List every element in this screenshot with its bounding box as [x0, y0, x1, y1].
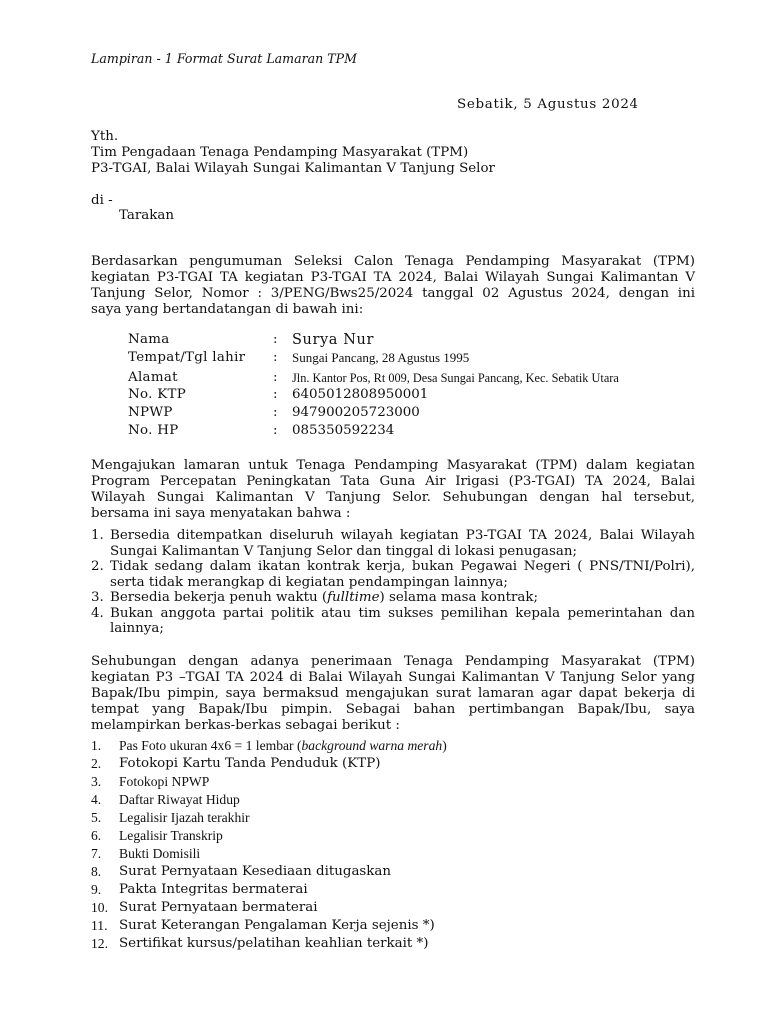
intro-line: Berdasarkan pengumuman Seleksi Calon Tenaga Pendamping Masyarakat (TPM) — [91, 254, 695, 269]
recipient-line-1: Tim Pengadaan Tenaga Pendamping Masyarakat (TPM) — [91, 145, 469, 160]
enclosure-number: 9. — [91, 882, 102, 897]
intro-line: saya yang bertandatangan di bawah ini: — [91, 302, 364, 317]
name-label: Nama — [128, 332, 170, 347]
enclosure-number: 4. — [91, 792, 102, 807]
enclosure-text: Legalisir Transkrip — [119, 828, 223, 843]
enclosure-number: 7. — [91, 846, 102, 861]
recipient-di: di - — [91, 193, 113, 208]
closing-line: Sehubungan dengan adanya penerimaan Tenaga Pendamping Masyarakat (TPM) — [91, 654, 695, 669]
statement-item — [91, 528, 695, 559]
address-value: Jln. Kantor Pos, Rt 009, Desa Sungai Pancang, Kec. Sebatik Utara — [292, 371, 619, 385]
enclosure-text: Fotokopi Kartu Tanda Penduduk (KTP) — [119, 756, 381, 771]
enclosure-number: 12. — [91, 936, 108, 951]
statement-line: Tidak sedang dalam ikatan kontrak kerja, bukan Pegawai Negeri ( PNS/TNI/Polri), — [110, 559, 695, 574]
intro-paragraph — [91, 254, 695, 318]
enclosure-number: 5. — [91, 810, 102, 825]
hp-value: 085350592234 — [292, 423, 395, 438]
statement-text: ) selama masa kontrak; — [379, 590, 538, 605]
statement-item — [91, 606, 695, 637]
hp-label: No. HP — [128, 423, 179, 438]
enclosure-emphasis: background warna merah — [301, 738, 443, 753]
closing-line: tempat yang Bapak/Ibu pimpin. Sebagai bahan pertimbangan Bapak/Ibu, saya — [91, 702, 695, 717]
recipient-block — [91, 129, 495, 177]
enclosure-text: Surat Keterangan Pengalaman Kerja sejenis *) — [119, 918, 435, 933]
enclosure-text-part: ) — [442, 738, 447, 753]
statement-list — [91, 528, 695, 637]
enclosure-text: Bukti Domisili — [119, 846, 201, 861]
closing-line: kegiatan P3 –TGAI TA 2024 di Balai Wilayah Sungai Kalimantan V Tanjung Selor yang — [91, 670, 695, 685]
enclosure-number: 6. — [91, 828, 102, 843]
birth-value: Sungai Pancang, 28 Agustus 1995 — [292, 350, 470, 365]
closing-paragraph — [91, 654, 695, 734]
colon: : — [273, 405, 278, 420]
enclosure-number: 8. — [91, 864, 102, 879]
statement-item — [91, 590, 695, 606]
application-paragraph — [91, 458, 695, 522]
colon: : — [273, 332, 278, 347]
colon: : — [273, 350, 278, 365]
statement-line: Sungai Kalimantan V Tanjung Selor dan tinggal di lokasi penugasan; — [110, 543, 578, 559]
name-value: Surya Nur — [292, 332, 375, 348]
enclosure-text-part: Pas Foto ukuran 4x6 = 1 lembar ( — [119, 738, 302, 753]
enclosure-text: Sertifikat kursus/pelatihan keahlian terkait *) — [119, 936, 429, 951]
statement-number: 4. — [91, 605, 104, 621]
ktp-value: 6405012808950001 — [292, 387, 429, 402]
enclosure-number: 2. — [91, 756, 102, 771]
enclosure-text — [119, 738, 447, 754]
enclosure-number: 11. — [91, 918, 108, 933]
intro-line: kegiatan P3-TGAI TA kegiatan P3-TGAI TA 2024, Balai Wilayah Sungai Kalimantan V — [91, 270, 695, 285]
recipient-city: Tarakan — [119, 208, 174, 223]
enclosure-text: Legalisir Ijazah terakhir — [119, 810, 250, 825]
enclosure-number: 10. — [91, 900, 108, 915]
application-line: bersama ini saya menyatakan bahwa : — [91, 506, 351, 521]
birth-label: Tempat/Tgl lahir — [128, 350, 246, 365]
closing-line: melampirkan berkas-berkas sebagai berikut : — [91, 718, 400, 733]
application-line: Mengajukan lamaran untuk Tenaga Pendamping Masyarakat (TPM) dalam kegiatan — [91, 458, 695, 473]
enclosure-text: Fotokopi NPWP — [119, 774, 210, 789]
enclosure-text: Pakta Integritas bermaterai — [119, 882, 308, 897]
statement-item — [91, 559, 695, 590]
enclosure-number: 1. — [91, 738, 102, 753]
enclosure-text: Daftar Riwayat Hidup — [119, 792, 240, 807]
statement-emphasis: fulltime — [327, 590, 380, 605]
colon: : — [273, 423, 278, 438]
statement-line: Bersedia ditempatkan diseluruh wilayah kegiatan P3-TGAI TA 2024, Balai Wilayah — [110, 528, 695, 543]
statement-text: Bersedia bekerja penuh waktu ( — [110, 590, 328, 605]
place-date: Sebatik, 5 Agustus 2024 — [457, 97, 639, 112]
statement-number: 2. — [91, 559, 104, 574]
npwp-label: NPWP — [128, 405, 173, 420]
salutation: Yth. — [91, 129, 119, 144]
colon: : — [273, 370, 278, 385]
statement-line: Bukan anggota partai politik atau tim sukses pemilihan kepala pemerintahan dan — [110, 605, 695, 621]
statement-line — [110, 590, 695, 606]
colon: : — [273, 387, 278, 402]
enclosure-text: Surat Pernyataan bermaterai — [119, 900, 318, 915]
statement-number: 1. — [91, 528, 104, 543]
application-line: Wilayah Sungai Kalimantan V Tanjung Selor. Sehubungan dengan hal tersebut, — [91, 490, 695, 505]
statement-line: serta tidak merangkap di kegiatan pendampingan lainnya; — [110, 574, 508, 590]
statement-number: 3. — [91, 590, 104, 605]
npwp-value: 947900205723000 — [292, 405, 420, 420]
attachment-note: Lampiran - 1 Format Surat Lamaran TPM — [91, 51, 358, 66]
recipient-line-2: P3-TGAI, Balai Wilayah Sungai Kalimantan V Tanjung Selor — [91, 161, 495, 176]
intro-line: Tanjung Selor, Nomor : 3/PENG/Bws25/2024 tanggal 02 Agustus 2024, dengan ini — [91, 286, 695, 301]
enclosure-number: 3. — [91, 774, 102, 789]
address-label: Alamat — [128, 370, 178, 385]
ktp-label: No. KTP — [128, 387, 187, 402]
closing-line: Bapak/Ibu pimpin, saya bermaksud mengajukan surat lamaran agar dapat bekerja di — [91, 686, 695, 701]
statement-line: lainnya; — [110, 621, 164, 636]
enclosure-text: Surat Pernyataan Kesediaan ditugaskan — [119, 864, 392, 879]
application-line: Program Percepatan Peningkatan Tata Guna Air Irigasi (P3-TGAI) TA 2024, Balai — [91, 474, 695, 489]
